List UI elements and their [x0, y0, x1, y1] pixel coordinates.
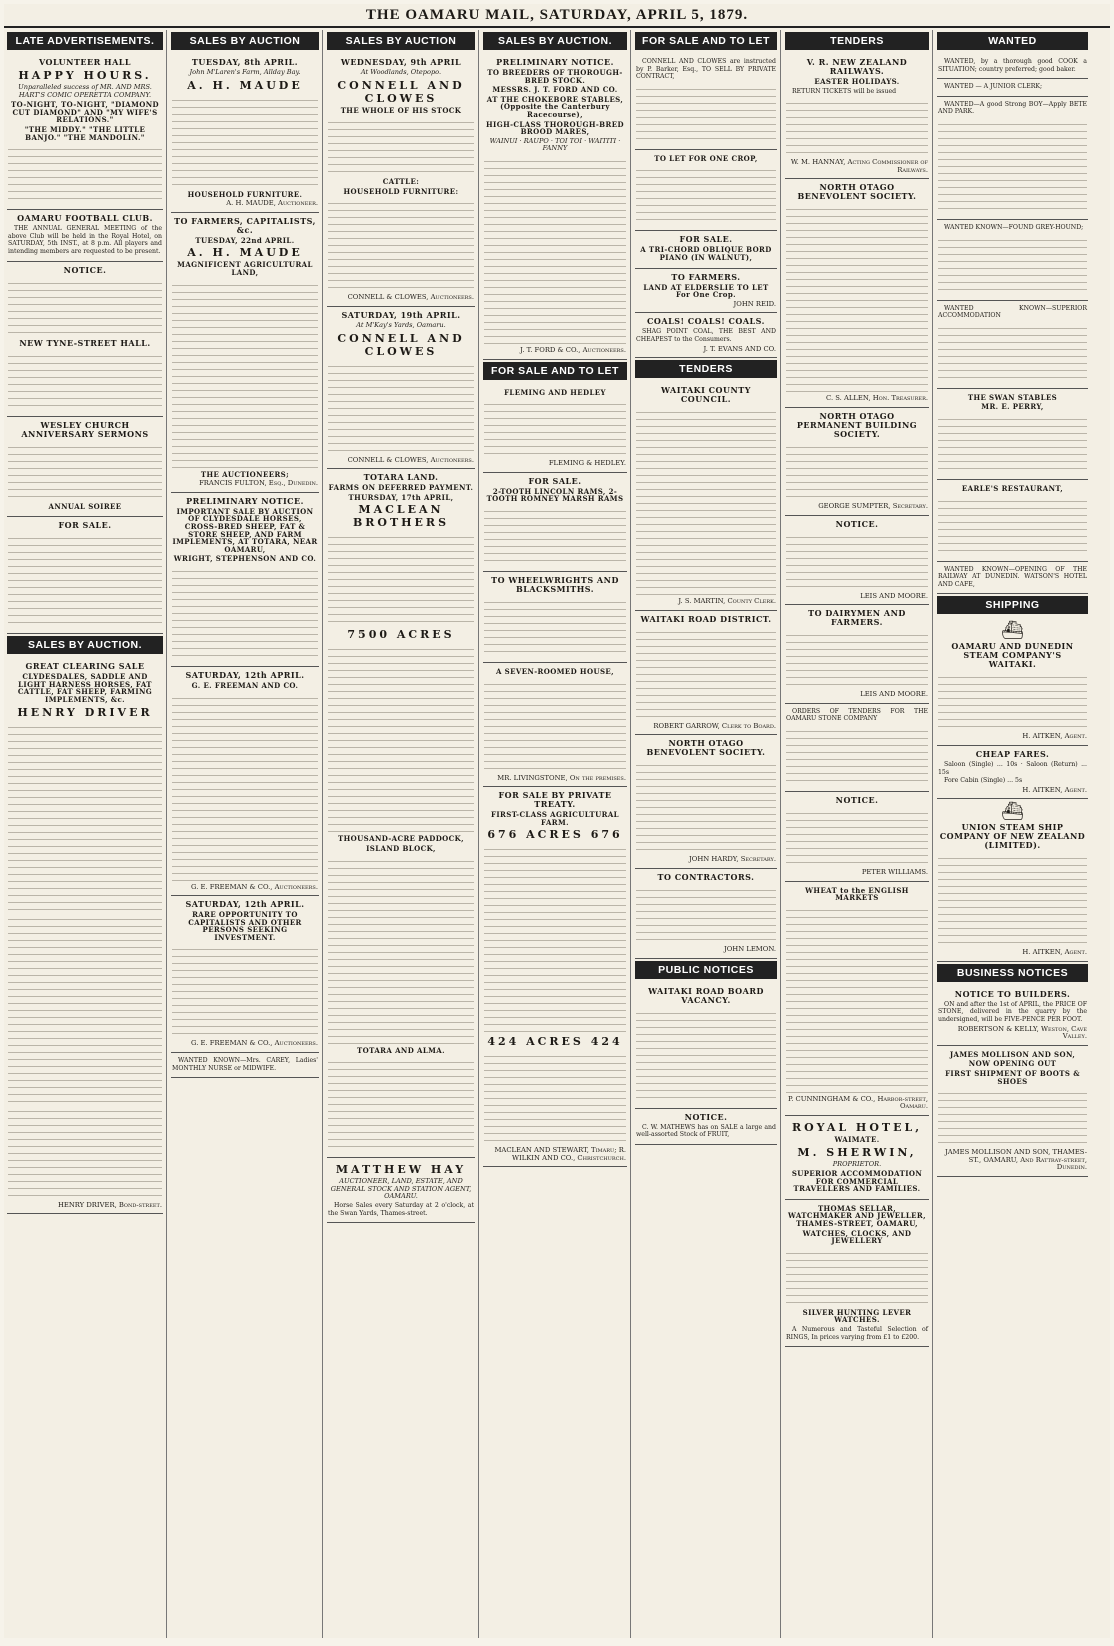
ad-line: THURSDAY, 17th APRIL, [348, 492, 454, 502]
section-header-late-ads: LATE ADVERTISEMENTS. [7, 32, 163, 50]
ad-title: 7500 ACRES [347, 628, 455, 642]
text-body [786, 1247, 928, 1307]
ad-subtitle: At Woodlands, Otepopo. [360, 68, 442, 76]
text-body [938, 234, 1087, 294]
text-body [636, 164, 776, 224]
ad-swan-stables [937, 389, 1088, 480]
ad-subtitle: WAINUI · RAUPO · TOI TOI · WAITITI · FANNY [489, 136, 621, 153]
text-body [328, 360, 474, 455]
ad-heading: NEW TYNE-STREET HALL. [19, 337, 151, 348]
section-header-wanted: WANTED [937, 32, 1088, 50]
ad-waitaki-council [635, 382, 777, 611]
ad-text: WANTED—A good Strong BOY—Apply BETE AND PARK. [938, 100, 1087, 116]
ad-title: MACLEAN BROTHERS [352, 503, 450, 530]
text-body [786, 725, 928, 785]
ad-for-sale [7, 517, 163, 634]
ad-text: Horse Sales every Saturday at 2 o'clock, at the Swan Yards, Thames-street. [328, 1201, 474, 1217]
ad-heading: WAITAKI ROAD DISTRICT. [640, 613, 772, 624]
ad-line: TO LET FOR ONE CROP, [654, 153, 758, 163]
ad-dairymen [785, 605, 929, 704]
section-header-business: BUSINESS NOTICES [937, 964, 1088, 982]
ad-seven-roomed [483, 663, 627, 787]
ad-line: 2-TOOTH LINCOLN RAMS, 2-TOOTH ROMNEY MARSH RAMS [486, 486, 624, 504]
ad-line: FIRST-CLASS AGRICULTURAL FARM. [490, 810, 619, 827]
column-5 [635, 30, 781, 1638]
ad-subtitle: PROPRIETOR. [832, 1159, 882, 1168]
ad-line: MESSRS. J. T. FORD AND CO. [492, 85, 618, 95]
ad-watsons [937, 562, 1088, 595]
ad-line: FIRST SHIPMENT OF BOOTS & SHOES [945, 1069, 1080, 1086]
ad-title: HAPPY HOURS. [18, 69, 152, 82]
ad-heading: NOTICE TO BUILDERS. [954, 988, 1071, 999]
ad-subtitle: Unparalleled success of MR. AND MRS. HART'S COMIC OPERETTA COMPANY. [18, 83, 152, 99]
ad-line: "THE MIDDY." "THE LITTLE BANJO." "THE MANDOLIN." [24, 124, 146, 142]
ad-heading: TO WHEELWRIGHTS AND BLACKSMITHS. [491, 574, 619, 594]
ad-mollison [937, 1046, 1088, 1177]
text-body [484, 505, 626, 565]
ad-subtitle: John M'Laren's Farm, Allday Bay. [189, 68, 301, 76]
ad-signature: G. E. FREEMAN & CO., Auctioneers. [191, 1039, 318, 1048]
ad-signature: LEIS AND MOORE. [860, 690, 928, 699]
ad-signature: MACLEAN AND STEWART, Timaru; R. WILKIN AND CO., Christchurch. [494, 1146, 626, 1162]
ad-waitaki-road [635, 611, 777, 736]
text-body [938, 413, 1087, 473]
ad-signature: P. CUNNINGHAM & CO., Harbor-street, Oamaru. [788, 1094, 928, 1111]
ad-heading: WEDNESDAY, 9th APRIL [340, 57, 462, 67]
ad-text: WANTED KNOWN—Mrs. CAREY, Ladies' MONTHLY NURSE or MIDWIFE. [172, 1057, 318, 1072]
ad-heading: WAITAKI COUNTY COUNCIL. [661, 385, 751, 405]
ad-clearing-sale [7, 658, 163, 1214]
ad-heading: GREAT CLEARING SALE [25, 661, 145, 672]
text-body [328, 643, 474, 833]
text-body [938, 118, 1087, 213]
ad-elderslie [635, 269, 777, 314]
ad-notice-leis [785, 516, 929, 606]
ad-signature: GEORGE SUMPTER, Secretary. [818, 501, 928, 510]
ad-text: WANTED — A JUNIOR CLERK; [944, 83, 1043, 91]
ad-line: ISLAND BLOCK, [366, 843, 436, 853]
ad-superior-accom [937, 301, 1088, 389]
ad-heading: WESLEY CHURCH ANNIVERSARY SERMONS [21, 419, 149, 439]
ad-heading: TO CONTRACTORS. [657, 871, 755, 882]
ad-heading: SATURDAY, 12th APRIL. [185, 669, 305, 680]
text-body [328, 531, 474, 626]
ad-breeders [483, 54, 627, 360]
ad-wheelwrights [483, 572, 627, 663]
ad-strong-boy [937, 97, 1088, 220]
ad-wheat [785, 882, 929, 1116]
ad-line: MAGNIFICENT AGRICULTURAL LAND, [177, 260, 313, 277]
steamship-icon: ⛴ [1001, 620, 1024, 642]
ad-signature: C. S. ALLEN, Hon. Treasurer. [825, 394, 928, 403]
column-2 [171, 30, 323, 1638]
ad-line: THE WHOLE OF HIS STOCK [340, 105, 462, 115]
ad-line: THE SWAN STABLES [967, 392, 1058, 402]
ad-benevolent [635, 735, 777, 869]
ad-title: HENRY DRIVER [17, 705, 153, 719]
ad-line: TUESDAY, 22nd APRIL. [195, 235, 295, 245]
text-body [786, 203, 928, 393]
section-header-sales-auction: SALES BY AUCTION. [7, 636, 163, 654]
text-body [484, 398, 626, 458]
ad-heading: SATURDAY, 12th APRIL. [185, 899, 305, 910]
section-header-tenders: TENDERS [635, 360, 777, 378]
ad-contractors [635, 869, 777, 959]
ad-football [7, 210, 163, 261]
ad-heading: NOTICE. [684, 1111, 728, 1122]
text-body [786, 441, 928, 501]
section-header-sales-auction: SALES BY AUCTION [327, 32, 475, 50]
text-body [484, 1050, 626, 1145]
ad-signature: MR. LIVINGSTONE, On the premises. [497, 773, 626, 782]
text-body [636, 884, 776, 944]
ad-signature: ROBERTSON & KELLY, Weston, Cave Valley. [957, 1024, 1087, 1041]
column-7 [937, 30, 1091, 1638]
columns [4, 30, 1110, 1638]
ad-text: RETURN TICKETS will be issued [792, 87, 897, 95]
ad-heading: NORTH OTAGO PERMANENT BUILDING SOCIETY. [796, 410, 918, 439]
ad-steam-company [937, 618, 1088, 746]
ad-road-board [635, 983, 777, 1109]
ad-cheap-fares [937, 746, 1088, 799]
text-body [8, 913, 162, 1103]
ad-line: TOTARA AND ALMA. [357, 1045, 445, 1055]
ad-mrs-carey [171, 1053, 319, 1078]
ad-signature: CONNELL & CLOWES, Auctioneers. [347, 293, 474, 302]
ad-private-treaty [483, 787, 627, 1167]
ad-subtitle: AUCTIONEER, LAND, ESTATE, AND GENERAL STOCK AND STATION AGENT, OAMARU. [330, 1177, 472, 1201]
ad-wanted-cook [937, 54, 1088, 79]
ad-line: WRIGHT, STEPHENSON AND CO. [173, 554, 317, 564]
text-body [938, 322, 1087, 382]
column-6 [785, 30, 933, 1638]
ad-mckays [327, 307, 475, 469]
ad-line: THOUSAND-ACRE PADDOCK, [338, 834, 464, 844]
section-header-tenders: TENDERS [785, 32, 929, 50]
ad-heading: WAITAKI ROAD BOARD VACANCY. [648, 985, 764, 1005]
ad-signature: W. M. HANNAY, Acting Commissioner of Railways. [790, 158, 928, 174]
text-body [938, 671, 1087, 731]
text-body [172, 279, 318, 469]
steamship-icon: ⛴ [1001, 801, 1024, 823]
ad-title: A. H. MAUDE [187, 78, 303, 92]
ad-text: THE ANNUAL GENERAL MEETING of the above Club will be held in the Royal Hotel, on SATURDAY, 5th INST., at 8 p.m. All players and intending members are requested to be present. [8, 225, 162, 255]
text-body [636, 406, 776, 596]
ad-text: ON and after the 1st of APRIL, the PRICE OF STONE, delivered in the quarry by the undersigned, will be FIVE-PENCE PER FOOT. [938, 1000, 1087, 1024]
ad-signature: HENRY DRIVER, Bond-street. [57, 1200, 162, 1209]
text-body [484, 678, 626, 773]
ad-signature: ROBERT GARROW, Clerk to Board. [653, 721, 776, 730]
ad-signature: H. AITKEN, Agent. [1022, 785, 1087, 794]
ad-heading: TUESDAY, 8th APRIL. [191, 57, 299, 67]
text-body [938, 852, 1087, 947]
ad-heading: FOR SALE. [679, 234, 733, 245]
ad-piano [635, 231, 777, 268]
ad-rare-opportunity [171, 896, 319, 1053]
text-body [172, 692, 318, 882]
ad-heading: NOTICE. [63, 264, 107, 275]
ad-line: ANNUAL SOIREE [48, 501, 122, 511]
ad-line: SUPERIOR ACCOMMODATION FOR COMMERCIAL TRAVELLERS AND FAMILIES. [791, 1169, 923, 1194]
ad-royal-hotel [785, 1116, 929, 1200]
ad-line: IMPORTANT SALE BY AUCTION OF CLYDESDALE HORSES, CROSS-BRED SHEEP, FAT & STORE SHEEP, AND FARM IMPLEMENTS, AT TOTARA, NEAR OAMARU, [172, 506, 318, 554]
ad-text: WANTED KNOWN—SUPERIOR ACCOMMODATION [938, 304, 1087, 320]
ad-heading: TO DAIRYMEN AND FARMERS. [808, 608, 906, 628]
ad-barker [635, 54, 777, 150]
text-body [484, 155, 626, 345]
ad-title: ROYAL HOTEL, [791, 1120, 923, 1134]
column-3 [327, 30, 479, 1638]
text-body [8, 143, 162, 203]
ad-signature: J. T. FORD & CO., Auctioneers. [520, 345, 626, 354]
ad-text: WANTED KNOWN—FOUND GREY-HOUND; [944, 223, 1084, 231]
text-body [8, 532, 162, 627]
ad-heading: OAMARU AND DUNEDIN STEAM COMPANY'S WAITAKI. [951, 641, 1074, 670]
text-body [172, 943, 318, 1038]
ad-line: EARLE'S RESTAURANT, [961, 483, 1064, 493]
text-body [786, 904, 928, 1094]
text-body [786, 629, 928, 689]
ad-signature: FLEMING & HEDLEY. [548, 459, 626, 468]
column-4 [483, 30, 631, 1638]
ad-line: THE AUCTIONEERS; [200, 469, 290, 479]
ad-line: SILVER HUNTING LEVER WATCHES. [802, 1307, 912, 1325]
ad-text: WANTED KNOWN—OPENING OF THE RAILWAY AT DUNEDIN. WATSON'S HOTEL AND CAFE, [938, 565, 1087, 588]
ad-sellar [785, 1200, 929, 1347]
text-body [484, 596, 626, 656]
text-body [938, 495, 1087, 555]
ad-heading: FOR SALE. [528, 475, 582, 486]
masthead: THE OAMARU MAIL, SATURDAY, APRIL 5, 1879. [4, 4, 1110, 28]
ad-line: RARE OPPORTUNITY TO CAPITALISTS AND OTHER PERSONS SEEKING INVESTMENT. [188, 910, 302, 942]
section-header-sales-auction: SALES BY AUCTION. [483, 32, 627, 50]
ad-signature: LEIS AND MOORE. [860, 591, 928, 600]
ad-benevolent-soc [785, 179, 929, 408]
ad-wesley [7, 417, 163, 518]
ad-builders [937, 986, 1088, 1046]
ad-text: CONNELL AND CLOWES are instructed by P. Barker, Esq., TO SELL BY PRIVATE CONTRACT, [636, 58, 776, 81]
text-body [172, 94, 318, 189]
ad-mathews [635, 1109, 777, 1145]
text-body [786, 807, 928, 867]
ad-signature: JOHN LEMON. [723, 944, 776, 953]
ad-heading: NOTICE. [835, 794, 879, 805]
text-body [8, 441, 162, 501]
ad-line: A TRI-CHORD OBLIQUE BORD PIANO (IN WALNUT), [640, 245, 772, 262]
text-body [636, 83, 776, 143]
text-body [636, 1007, 776, 1102]
ad-clydesdale-horses [171, 493, 319, 667]
text-body [786, 531, 928, 591]
ad-heading: FOR SALE BY PRIVATE TREATY. [498, 790, 612, 810]
text-body [172, 565, 318, 660]
ad-line: WAIMATE. [834, 1134, 880, 1144]
ad-heading: TO FARMERS, CAPITALISTS, &c. [174, 215, 316, 235]
text-body [328, 1056, 474, 1151]
ad-volunteer-hall [7, 54, 163, 210]
ad-title: CONNELL AND CLOWES [337, 78, 465, 105]
ad-earles [937, 480, 1088, 562]
ad-line: G. E. FREEMAN AND CO. [191, 680, 299, 690]
ad-line: JAMES MOLLISON AND SON, [949, 1049, 1076, 1059]
section-header-for-sale: FOR SALE AND TO LET [635, 32, 777, 50]
ad-line: LAND AT ELDERSLIE TO LET For One Crop. [643, 282, 769, 300]
ad-woodlands [327, 54, 475, 307]
ad-line: HOUSEHOLD FURNITURE: [343, 186, 459, 196]
ad-heading: SATURDAY, 19th APRIL. [341, 309, 461, 320]
text-body [328, 116, 474, 176]
ad-one-crop [635, 150, 777, 232]
ad-signature: JOHN REID. [733, 299, 776, 308]
ad-signature: H. AITKEN, Agent. [1022, 732, 1087, 741]
text-body [8, 277, 162, 337]
ad-junior-clerk [937, 79, 1088, 97]
newspaper-page [4, 4, 1110, 1638]
ad-signature: FRANCIS FULTON, Esq., Dunedin. [199, 479, 318, 488]
ad-orders [785, 704, 929, 792]
ad-line: FLEMING AND HEDLEY [504, 387, 606, 397]
ad-greyhound [937, 220, 1088, 301]
ad-signature: H. AITKEN, Agent. [1022, 948, 1087, 957]
ad-heading: V. R. NEW ZEALAND RAILWAYS. [806, 57, 908, 76]
ad-line: THOMAS SELLAR, WATCHMAKER AND JEWELLER, THAMES-STREET, OAMARU, [788, 1203, 926, 1229]
ad-rams [483, 473, 627, 572]
ad-line: WHEAT to the ENGLISH MARKETS [805, 885, 909, 903]
ad-signature: JAMES MOLLISON AND SON, THAMES-ST., OAMARU, And Rattray-street, Dunedin. [945, 1148, 1087, 1172]
ad-freeman-plant [171, 667, 319, 896]
section-header-for-sale: FOR SALE AND TO LET [483, 362, 627, 380]
ad-notice [7, 262, 163, 417]
ad-subtitle: At M'Kay's Yards, Oamaru. [356, 320, 446, 329]
text-body [8, 721, 162, 911]
ad-text: WANTED, by a thorough good COOK a SITUATION; country preferred; good baker. [938, 58, 1087, 73]
ad-permanent [785, 408, 929, 516]
ad-signature: CONNELL & CLOWES, Auctioneers. [347, 455, 474, 464]
ad-williams [785, 792, 929, 882]
ad-heading: COALS! COALS! COALS. [647, 316, 765, 327]
text-body [636, 626, 776, 721]
ad-title: 676 ACRES 676 [487, 828, 623, 842]
ad-heading: FOR SALE. [58, 520, 112, 531]
ad-signature: J. T. EVANS AND CO. [703, 344, 776, 353]
section-header-shipping: SHIPPING [937, 596, 1088, 614]
section-header-sales-auction: SALES BY AUCTION [171, 32, 319, 50]
ad-signature: JOHN HARDY, Secretary. [689, 855, 776, 864]
ad-heading: VOLUNTEER HALL [38, 57, 132, 67]
ad-heading: TOTARA LAND. [363, 472, 439, 483]
ad-line: HIGH-CLASS THOROUGH-BRED BROOD MARES, [486, 119, 624, 137]
ad-title: CONNELL AND CLOWES [337, 331, 465, 358]
ad-coals [635, 313, 777, 358]
ad-text: ORDERS OF TENDERS FOR THE OAMARU STONE COMPANY [786, 707, 928, 723]
ad-totara-land [327, 469, 475, 1158]
text-body [484, 843, 626, 1033]
ad-heading: UNION STEAM SHIP COMPANY OF NEW ZEALAND (LIMITED). [939, 822, 1086, 851]
ad-signature: G. E. FREEMAN & CO., Auctioneers. [191, 882, 318, 891]
text-body [328, 197, 474, 292]
ad-heading: CHEAP FARES. [975, 748, 1050, 759]
ad-text: C. W. MATHEWS has on SALE a large and well-assorted Stock of FRUIT, [636, 1123, 776, 1139]
ad-text: A Numerous and Tasteful Selection of RINGS, In prices varying from £1 to £200. [786, 1326, 928, 1341]
ad-signature: A. H. MAUDE, Auctioneer. [226, 199, 318, 208]
ad-heading: NOTICE. [835, 518, 879, 529]
ad-heading: TO FARMERS. [671, 271, 741, 282]
text-body [8, 1105, 162, 1200]
ad-heading: NORTH OTAGO BENEVOLENT SOCIETY. [646, 738, 766, 758]
ad-signature: PETER WILLIAMS. [861, 867, 928, 876]
ad-line: AT THE CHOKEBORE STABLES, (Opposite the Canterbury Racecourse), [486, 94, 624, 119]
section-header-public-notices: PUBLIC NOTICES [635, 961, 777, 979]
ad-line: NOW OPENING OUT [968, 1059, 1057, 1069]
ad-title: A. H. MAUDE [187, 246, 303, 260]
ad-title: MATTHEW HAY [335, 1163, 467, 1177]
ad-line: HOUSEHOLD FURNITURE. [187, 189, 303, 199]
ad-line: TO BREEDERS OF THOROUGH-BRED STOCK. [487, 68, 623, 85]
ad-line: WATCHES, CLOCKS, AND JEWELLERY [802, 1228, 912, 1246]
ad-farmers [171, 213, 319, 493]
ad-heading: NORTH OTAGO BENEVOLENT SOCIETY. [797, 182, 917, 202]
ad-line: CATTLE: [382, 177, 420, 187]
ad-railways [785, 54, 929, 179]
ad-line: TO-NIGHT, TO-NIGHT, "DIAMOND CUT DIAMOND" AND "MY WIFE'S RELATIONS." [10, 100, 160, 125]
ad-title: M. SHERWIN, [797, 1145, 917, 1159]
text-body [938, 1087, 1087, 1147]
ad-line: EASTER HOLIDAYS. [814, 77, 900, 86]
ad-heading: PRELIMINARY NOTICE. [496, 57, 614, 67]
ad-title: 424 ACRES 424 [487, 1035, 623, 1049]
ad-line: FARMS ON DEFERRED PAYMENT. [328, 483, 474, 493]
ad-text: Fore Cabin (Single) ... 5s [944, 777, 1023, 785]
ad-signature: J. S. MARTIN, County Clerk. [678, 597, 776, 606]
ad-union-nz [937, 799, 1088, 962]
text-body [786, 97, 928, 157]
ad-line: MR. E. PERRY, [981, 402, 1044, 412]
ad-fleming [483, 384, 627, 473]
ad-matthew-hay [327, 1158, 475, 1223]
ad-text: SHAG POINT COAL, THE BEST AND CHEAPEST to the Consumers. [636, 328, 776, 343]
ad-line: CLYDESDALES, SADDLE AND LIGHT HARNESS HORSES, FAT CATTLE, FAT SHEEP, FARMING IMPLEMENTS, &c. [17, 672, 153, 704]
ad-heading: OAMARU FOOTBALL CLUB. [17, 213, 153, 224]
ad-heading: PRELIMINARY NOTICE. [186, 495, 304, 506]
text-body [8, 350, 162, 410]
ad-text: Saloon (Single) ... 10s · Saloon (Return) ... 15s [938, 760, 1087, 776]
ad-line: A SEVEN-ROOMED HOUSE, [496, 666, 614, 676]
text-body [636, 759, 776, 854]
ad-maude-sale [171, 54, 319, 213]
text-body [328, 855, 474, 1045]
column-1 [7, 30, 167, 1638]
